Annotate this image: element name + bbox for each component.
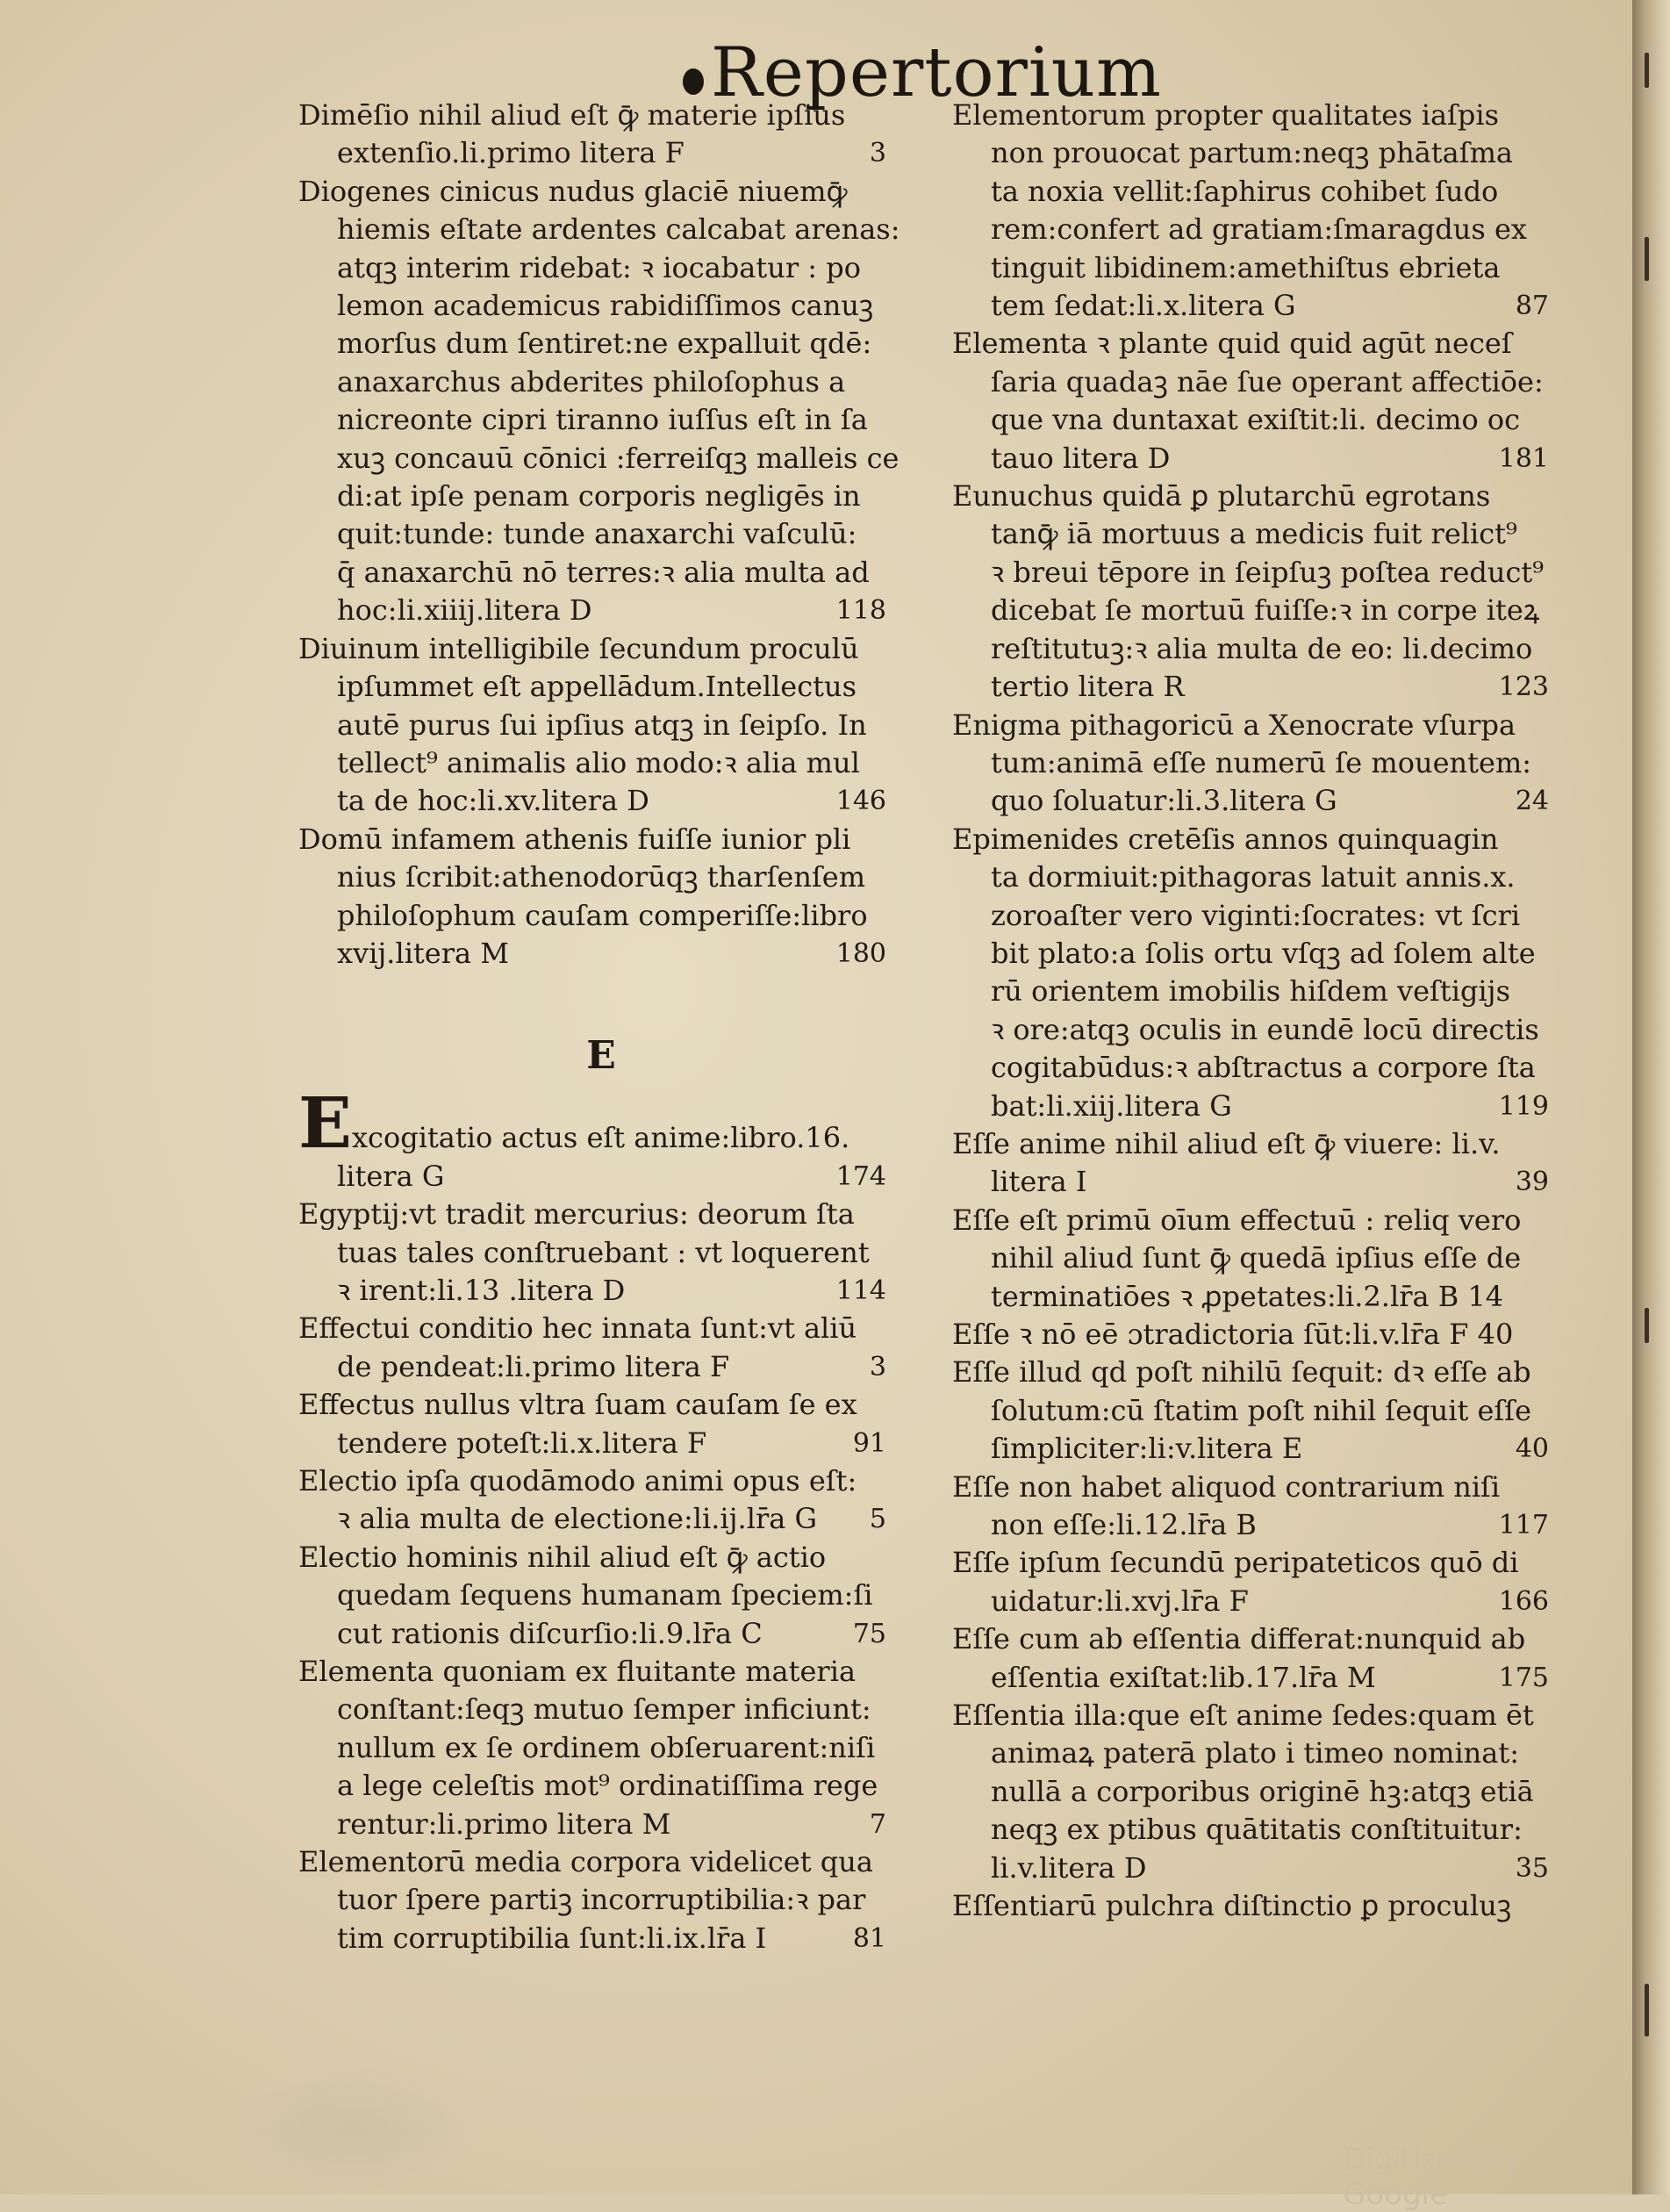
entry-line: litera G (337, 1159, 445, 1193)
entry-line: atqꝫ interim ridebat: ꝛ iocabatur : po (337, 250, 862, 284)
fleuron-ornament (683, 68, 704, 95)
folio-number: 146 (835, 786, 886, 817)
entry-line: quedam ſequens humanam ſpeciem:ſi (337, 1578, 873, 1612)
entry-line: tinguit libidinem:amethiſtus ebrieta (991, 250, 1501, 284)
entry-line: ꝛ ore:atqꝫ oculis in eundē locū directis (991, 1012, 1539, 1046)
folio-number: 91 (852, 1427, 886, 1459)
index-entry (952, 1544, 1566, 1620)
entry-line: Eſſe ipſum ſecundū peripateticos quō di (952, 1546, 1519, 1580)
index-entry (298, 821, 904, 973)
entry-line: ꝛ irent:li.13 .litera D (337, 1273, 626, 1307)
entry-line: hoc:li.xiiij.litera D (337, 593, 592, 628)
binding-edge (1632, 0, 1670, 2194)
index-entry (298, 1081, 904, 1196)
entry-line: anaxarchus abderites philoſophus a (337, 364, 846, 399)
folio-number: 123 (1498, 672, 1549, 703)
right-column (952, 97, 1566, 1926)
index-entry (952, 478, 1566, 706)
index-entry (298, 1539, 904, 1653)
entry-line: Electio hominis nihil aliud eſt ꝙ̄ actio (298, 1540, 827, 1574)
entry-line: nihil aliud ſunt ꝙ̄ quedā ipſius eſſe de (991, 1241, 1522, 1275)
folio-number: 118 (835, 595, 886, 627)
entry-line: nullā a corporibus originē hꝫ:atqꝫ etiā (991, 1774, 1534, 1808)
entry-line: tim corruptibilia ſunt:li.ix.lr̄a I (337, 1921, 767, 1955)
index-entry (952, 821, 1566, 1125)
entry-line: cogitabūdus:ꝛ abſtractus a corpore ſta (991, 1051, 1536, 1085)
entry-line: terminatiōes ꝛ ꝓpetates:li.2.lr̄a B 14 (991, 1279, 1504, 1313)
entry-line: nullum ex ſe ordinem obſeruarent:niſi (337, 1730, 876, 1764)
index-entry (298, 97, 904, 173)
entry-line: tuor ſpere partiꝫ incorruptibilia:ꝛ par (337, 1883, 866, 1917)
entry-line: conſtant:ſeqꝫ mutuo ſemper inficiunt: (337, 1692, 871, 1727)
folio-number: 119 (1498, 1090, 1549, 1122)
entry-line: Dimēſio nihil aliud eſt ꝙ̄ materie ipſius (298, 98, 846, 132)
entry-line: li.v.litera D (991, 1850, 1147, 1885)
folio-number: 180 (835, 937, 886, 969)
index-entry (952, 1125, 1566, 1202)
entry-line: rem:confert ad gratiam:ſmaragdus ex (991, 212, 1527, 247)
entry-line: Electio ipſa quodāmodo animi opus eſt: (298, 1464, 857, 1497)
folio-number: 24 (1515, 786, 1549, 817)
entry-line: autē purus ſui ipſius atqꝫ in ſeipſo. In (337, 707, 867, 742)
folio-number: 7 (869, 1808, 886, 1840)
entry-line: a lege celeſtis mot⁹ ordinatiſſima rege (337, 1769, 878, 1803)
entry-line: eſſentia exiſtat:lib.17.lr̄a M (991, 1660, 1376, 1694)
entry-line: di:at ipſe penam corporis negligēs in (337, 479, 861, 514)
folio-number: 3 (869, 138, 886, 169)
index-entry (952, 1469, 1566, 1545)
folio-number: 114 (835, 1275, 886, 1306)
index-entry (952, 97, 1566, 325)
entry-line: tertio litera R (991, 670, 1185, 704)
entry-line: Excogitatio actus eſt anime:libro.16. (298, 1081, 850, 1165)
entry-line: morſus dum ſentiret:ne expalluit qdē: (337, 327, 872, 361)
entry-line: tauo litera D (991, 441, 1171, 475)
index-entry (298, 1462, 904, 1539)
digitized-watermark: Digitized by Google (1343, 2142, 1521, 2212)
entry-line: litera I (991, 1165, 1087, 1199)
index-entry (952, 1887, 1566, 1925)
entry-line: Diogenes cinicus nudus glaciē niuemꝙ̄ (298, 174, 848, 208)
index-entry (298, 630, 904, 821)
entry-line: nius ſcribit:athenodorūqꝫ tharſenſem (337, 860, 866, 894)
folio-number: 181 (1498, 442, 1549, 474)
entry-line: reſtitutuꝫ:ꝛ alia multa de eo: li.decimo (991, 631, 1533, 665)
entry-line: dicebat ſe mortuū fuiſſe:ꝛ in corpe iteꝝ (991, 593, 1540, 628)
index-entry (298, 1310, 904, 1386)
folio-number: 35 (1515, 1852, 1549, 1884)
entry-line: ꝛ alia multa de electione:li.ij.lr̄a G (337, 1502, 818, 1536)
entry-line: bit plato:a ſolis ortu vſqꝫ ad ſolem alte (991, 936, 1536, 970)
index-entry (952, 325, 1566, 478)
entry-line: Eſſe anime nihil aliud eſt ꝙ̄ viuere: li.v. (952, 1126, 1501, 1160)
entry-line: quo ſoluatur:li.3.litera G (991, 784, 1337, 818)
entry-line: ſimpliciter:li:v.litera E (991, 1432, 1303, 1466)
entry-line: tem ſedat:li.x.litera G (991, 289, 1296, 323)
entry-line: Epimenides cretēſis annos quinquagin (952, 822, 1499, 856)
entry-line: Elementorum propter qualitates iaſpis (952, 98, 1500, 132)
folio-number: 5 (869, 1504, 886, 1535)
entry-line: lemon academicus rabidiſſimos canuꝫ (337, 289, 874, 323)
left-column (298, 97, 904, 1957)
entry-line: tellect⁹ animalis alio modo:ꝛ alia mul (337, 745, 860, 779)
entry-line: Eſſe non habet aliquod contrarium niſi (952, 1469, 1501, 1504)
entry-line: Elementa ꝛ plante quid quid agūt neceſ (952, 327, 1512, 361)
entry-line: non eſſe:li.12.lr̄a B (991, 1508, 1257, 1542)
entry-line: rentur:li.primo litera M (337, 1806, 671, 1841)
folio-number: 175 (1498, 1662, 1549, 1693)
entry-line: ta dormiuit:pithagoras latuit annis.x. (991, 860, 1516, 894)
entry-line: ſaria quadaꝫ nāe ſue operant affectiōe: (991, 364, 1544, 399)
entry-line: bat:li.xiij.litera G (991, 1088, 1232, 1123)
entry-line: ſolutum:cū ſtatim poſt nihil ſequit eſſe (991, 1393, 1532, 1427)
index-entry (298, 1843, 904, 1957)
entry-line: tendere poteſt:li.x.litera F (337, 1426, 707, 1460)
entry-line: tanꝙ̄ iā mortuus a medicis fuit relict⁹ (991, 517, 1517, 551)
entry-line: philoſophum cauſam comperiſſe:libro (337, 898, 868, 932)
entry-line: ꝛ breui tēpore in ſeipſuꝫ poſtea reduct⁹ (991, 555, 1545, 589)
paper-stain (219, 2063, 483, 2194)
index-entry (952, 707, 1566, 821)
entry-line: zoroaſter vero viginti:ſocrates: vt ſcri (991, 898, 1521, 932)
entry-line: Effectus nullus vltra ſuam cauſam ſe ex (298, 1388, 857, 1422)
entry-line: extenſio.li.primo litera F (337, 136, 684, 170)
entry-line: Eſſe eſt primū oīum effectuū : reliq vero (952, 1203, 1522, 1237)
entry-line: nicreonte cipri tiranno iuſſus eſt in ſa (337, 403, 868, 437)
entry-line: rū orientem imobilis hiſdem veſtigijs (991, 974, 1510, 1009)
entry-line: que vna duntaxat exiſtit:li. decimo oc (991, 403, 1521, 437)
entry-line: Eſſe ꝛ nō eē ɔtradictoria ſūt:li.v.lr̄a F 40 (952, 1318, 1514, 1351)
entry-line: Elementa quoniam ex fluitante materia (298, 1655, 857, 1689)
entry-line: Eſſe cum ab eſſentia differat:nunquid ab (952, 1622, 1526, 1656)
entry-line: Domū infamem athenis fuiſſe iunior pli (298, 822, 851, 856)
entry-line: non prouocat partum:neqꝫ phātaſma (991, 136, 1513, 170)
entry-line: hiemis eſtate ardentes calcabat arenas: (337, 212, 900, 247)
index-entry (298, 173, 904, 630)
entry-line: q̄ anaxarchū nō terres:ꝛ alia multa ad (337, 555, 870, 589)
entry-line: tum:animā eſſe numerū ſe mouentem: (991, 745, 1532, 779)
entry-line: neqꝫ ex ptibus quātitatis conſtituitur: (991, 1813, 1523, 1847)
entry-line: Diuinum intelligibile ſecundum proculū (298, 631, 859, 665)
entry-line: animaꝝ paterā plato i timeo nominat: (991, 1736, 1520, 1770)
entry-line: xvij.litera M (337, 936, 510, 970)
entry-line: quit:tunde: tunde anaxarchi vaſculū: (337, 517, 857, 551)
entry-line: Eunuchus quidā ꝑ plutarchū egrotans (952, 479, 1491, 514)
entry-line: ipſummet eſt appellādum.Intellectus (337, 670, 857, 704)
entry-line: xuꝫ concauū cōnici :ferreiſqꝫ malleis ce (337, 441, 900, 475)
index-entry (298, 1653, 904, 1843)
entry-line: uidatur:li.xvj.lr̄a F (991, 1584, 1249, 1618)
folio-number: 81 (852, 1922, 886, 1954)
index-entry (298, 1386, 904, 1462)
folio-number: 3 (869, 1351, 886, 1382)
index-entry (952, 1354, 1566, 1468)
section-letter: E (586, 1033, 616, 1079)
entry-line: ta noxia vellit:ſaphirus cohibet ſudo (991, 174, 1499, 208)
entry-line: de pendeat:li.primo litera F (337, 1349, 730, 1383)
entry-line: Eſſentiarū pulchra diſtinctio ꝑ proculuꝫ (952, 1889, 1512, 1923)
folio-number: 117 (1498, 1510, 1549, 1541)
entry-line: cut rationis diſcurſio:li.9.lr̄a C (337, 1616, 763, 1650)
entry-line: Eſſe illud qd poſt nihilū ſequit: dꝛ eſſe ab (952, 1355, 1531, 1390)
entry-line: tuas tales conſtruebant : vt loquerent (337, 1235, 870, 1269)
entry-line: ta de hoc:li.xv.litera D (337, 784, 649, 818)
entry-line: Enigma pithagoricū a Xenocrate vſurpa (952, 707, 1516, 742)
folio-number: 39 (1515, 1167, 1549, 1198)
folio-number: 40 (1515, 1433, 1549, 1465)
index-entry (952, 1316, 1566, 1354)
entry-line: Egyptij:vt tradit mercurius: deorum ſta (298, 1197, 855, 1232)
running-header: Repertorium (711, 33, 1163, 112)
folio-number: 87 (1515, 291, 1549, 322)
entry-line: Eſſentia illa:que eſt anime ſedes:quam ēt (952, 1698, 1534, 1733)
index-entry (952, 1697, 1566, 1887)
entry-line: Effectui conditio hec innata ſunt:vt aliū (298, 1311, 857, 1346)
index-entry (298, 1196, 904, 1310)
index-entry (952, 1620, 1566, 1697)
index-entry (952, 1202, 1566, 1316)
entry-line: Elementorū media corpora videlicet qua (298, 1845, 873, 1879)
folio-number: 174 (835, 1160, 886, 1192)
folio-number: 166 (1498, 1585, 1549, 1617)
folio-number: 75 (852, 1618, 886, 1649)
